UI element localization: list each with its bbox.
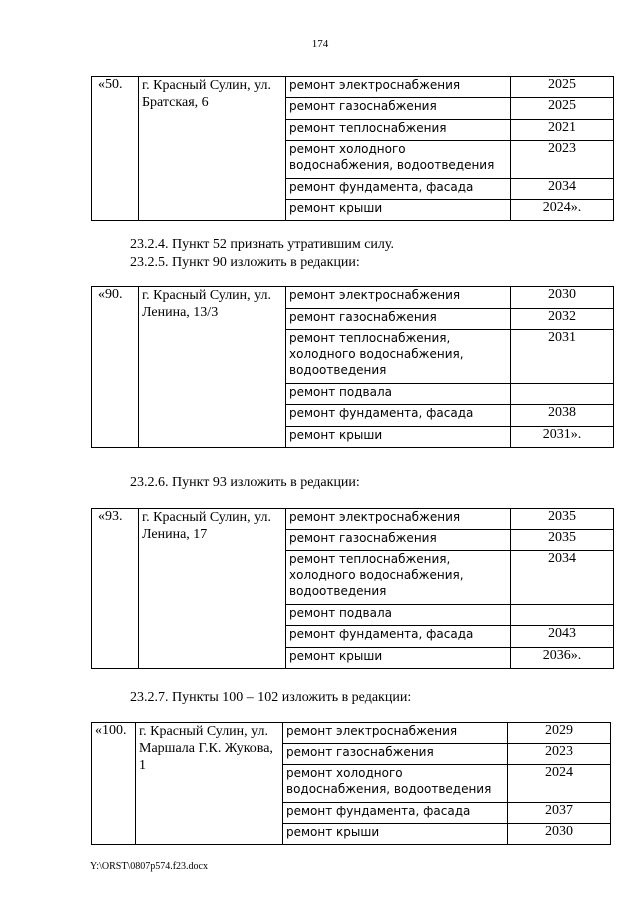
work-year: 2034 bbox=[511, 551, 614, 605]
work-year: 2029 bbox=[508, 723, 611, 744]
work-year: 2030 bbox=[508, 824, 611, 845]
work-type: ремонт газоснабжения bbox=[286, 309, 511, 330]
address: г. Красный Сулин, ул. Маршала Г.К. Жукова, 1 bbox=[136, 723, 283, 845]
work-type: ремонт теплоснабжения bbox=[286, 120, 511, 141]
work-type: ремонт подвала bbox=[286, 384, 511, 405]
work-year: 2035 bbox=[511, 509, 614, 530]
work-year: 2036». bbox=[511, 648, 614, 669]
work-type: ремонт крыши bbox=[286, 648, 511, 669]
work-year: 2031 bbox=[511, 330, 614, 384]
item-number: «50. bbox=[92, 77, 139, 221]
work-year: 2025 bbox=[511, 98, 614, 120]
work-type: ремонт крыши bbox=[283, 824, 508, 845]
address: г. Красный Сулин, ул. Ленина, 13/3 bbox=[139, 287, 286, 448]
work-type: ремонт холодного водоснабжения, водоотведения bbox=[286, 141, 511, 179]
work-type: ремонт крыши bbox=[286, 427, 511, 448]
paragraph-23-2-4: 23.2.4. Пункт 52 признать утратившим силу. bbox=[130, 237, 394, 252]
work-type: ремонт газоснабжения bbox=[286, 98, 511, 120]
work-year: 2032 bbox=[511, 309, 614, 330]
work-year bbox=[511, 605, 614, 626]
work-year: 2024 bbox=[508, 765, 611, 803]
work-year: 2038 bbox=[511, 405, 614, 427]
work-year: 2025 bbox=[511, 77, 614, 98]
work-type: ремонт электроснабжения bbox=[286, 287, 511, 309]
item-93-table bbox=[91, 508, 614, 669]
work-year: 2030 bbox=[511, 287, 614, 309]
work-year: 2043 bbox=[511, 626, 614, 648]
paragraph-23-2-6: 23.2.6. Пункт 93 изложить в редакции: bbox=[130, 475, 360, 490]
page-number: 174 bbox=[311, 38, 329, 50]
work-year: 2031». bbox=[511, 427, 614, 448]
work-type: ремонт фундамента, фасада bbox=[283, 803, 508, 824]
item-100-table bbox=[91, 722, 611, 845]
work-year: 2034 bbox=[511, 179, 614, 200]
work-type: ремонт газоснабжения bbox=[286, 530, 511, 551]
item-number: «100. bbox=[92, 723, 136, 845]
work-year: 2023 bbox=[508, 744, 611, 765]
work-year: 2024». bbox=[511, 200, 614, 221]
work-type: ремонт теплоснабжения, холодного водоснабжения, водоотведения bbox=[286, 551, 511, 605]
work-year: 2023 bbox=[511, 141, 614, 179]
work-year: 2037 bbox=[508, 803, 611, 824]
paragraph-23-2-7: 23.2.7. Пункты 100 – 102 изложить в редакции: bbox=[130, 690, 412, 705]
paragraph-23-2-5: 23.2.5. Пункт 90 изложить в редакции: bbox=[130, 255, 360, 270]
work-year: 2021 bbox=[511, 120, 614, 141]
item-number: «93. bbox=[92, 509, 139, 669]
item-90-table bbox=[91, 286, 614, 448]
work-year bbox=[511, 384, 614, 405]
work-type: ремонт электроснабжения bbox=[283, 723, 508, 744]
work-type: ремонт подвала bbox=[286, 605, 511, 626]
work-type: ремонт фундамента, фасада bbox=[286, 405, 511, 427]
work-type: ремонт фундамента, фасада bbox=[286, 179, 511, 200]
address: г. Красный Сулин, ул. Братская, 6 bbox=[139, 77, 286, 221]
work-type: ремонт фундамента, фасада bbox=[286, 626, 511, 648]
work-type: ремонт электроснабжения bbox=[286, 509, 511, 530]
work-year: 2035 bbox=[511, 530, 614, 551]
item-50-table bbox=[91, 76, 614, 221]
item-number: «90. bbox=[92, 287, 139, 448]
work-type: ремонт крыши bbox=[286, 200, 511, 221]
work-type: ремонт газоснабжения bbox=[283, 744, 508, 765]
file-path-footer: Y:\ORST\0807p574.f23.docx bbox=[90, 861, 208, 872]
address: г. Красный Сулин, ул. Ленина, 17 bbox=[139, 509, 286, 669]
work-type: ремонт холодного водоснабжения, водоотведения bbox=[283, 765, 508, 803]
work-type: ремонт электроснабжения bbox=[286, 77, 511, 98]
work-type: ремонт теплоснабжения, холодного водоснабжения, водоотведения bbox=[286, 330, 511, 384]
